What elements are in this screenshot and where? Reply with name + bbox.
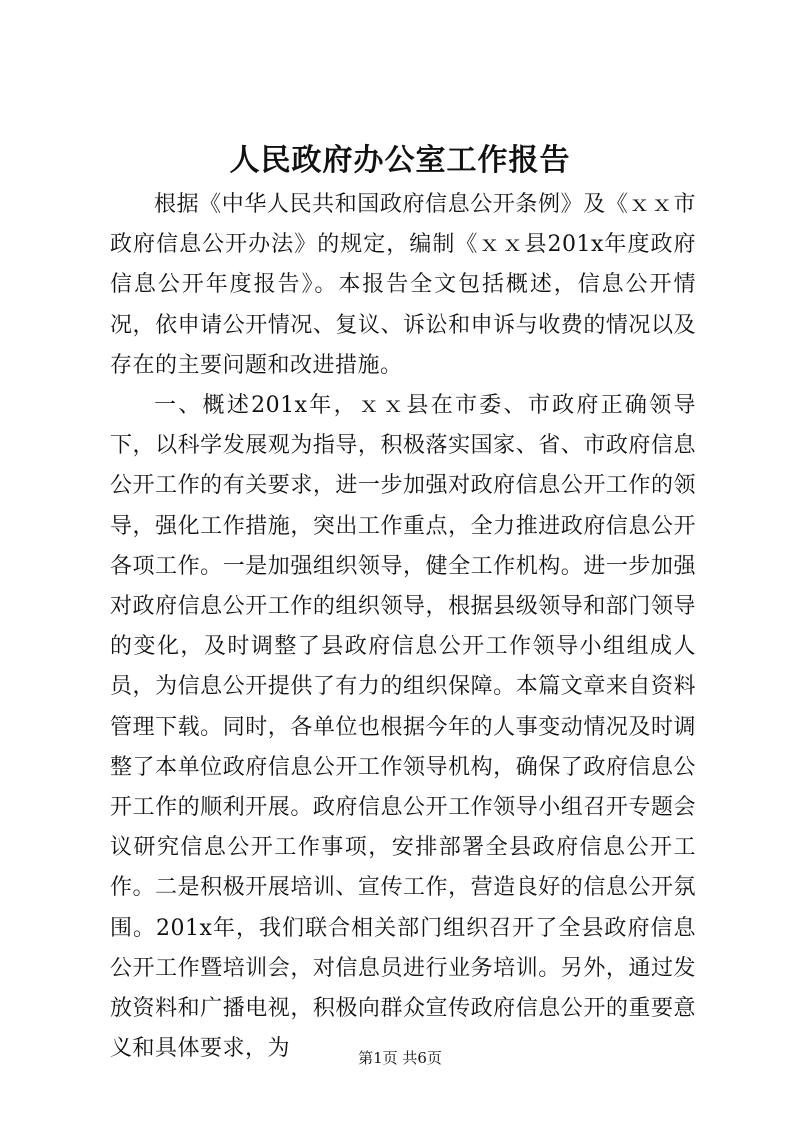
page-footer: 第1页 共6页 bbox=[358, 1049, 442, 1067]
page-title: 人民政府办公室工作报告 bbox=[229, 143, 571, 178]
document-body bbox=[110, 185, 696, 1069]
paragraph-intro: 根据《中华人民共和国政府信息公开条例》及《ｘｘ市政府信息公开办法》的规定，编制《ｘｘ县201x年度政府信息公开年度报告》。本报告全文包括概述，信息公开情况，依申请公开情况、复议、诉讼和申诉与收费的情况以及存在的主要问题和改进措施。 bbox=[110, 192, 696, 378]
paragraph-overview: 一、概述201x年，ｘｘ县在市委、市政府正确领导下，以科学发展观为指导，积极落实国家、省、市政府信息公开工作的有关要求，进一步加强对政府信息公开工作的领导，强化工作措施，突出工作重点，全力推进政府信息公开各项工作。一是加强组织领导，健全工作机构。进一步加强对政府信息公开工作的组织领导，根据县级领导和部门领导的变化，及时调整了县政府信息公开工作领导小组组成人员，为信息公开提供了有力的组织保障。本篇文章来自资料管理下载。同时，各单位也根据今年的人事变动情况及时调整了本单位政府信息公开工作领导机构，确保了政府信息公开工作的顺利开展。政府信息公开工作领导小组召开专题会议研究信息公开工作事项，安排部署全县政府信息公开工作。二是积极开展培训、宣传工作，营造良好的信息公开氛围。201x年，我们联合相关部门组织召开了全县政府信息公开工作暨培训会，对信息员进行业务培训。另外，通过发放资料和广播电视，积极向群众宣传政府信息公开的重要意义和具体要求，为 bbox=[110, 393, 696, 1062]
